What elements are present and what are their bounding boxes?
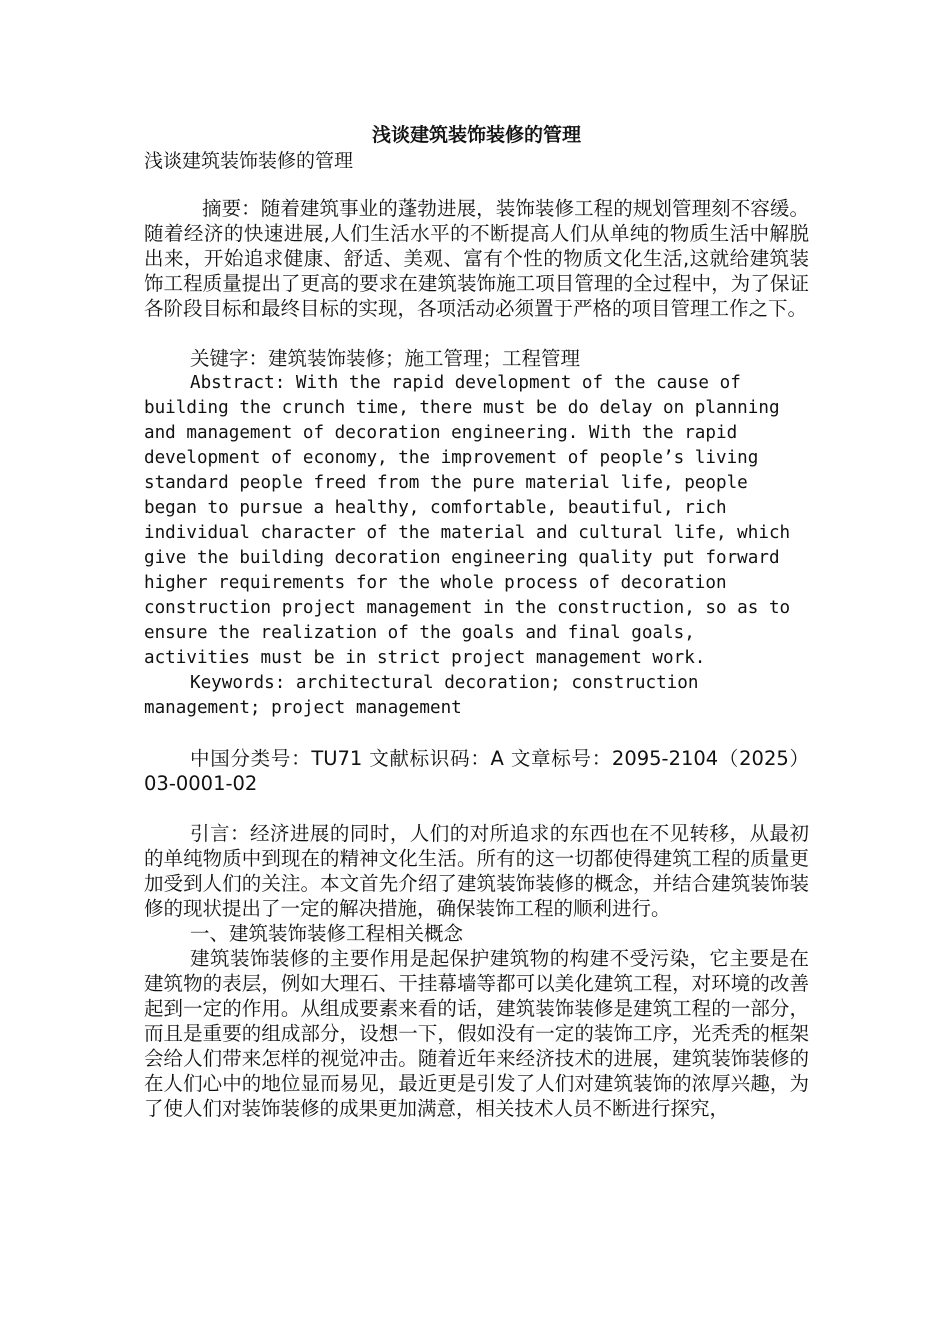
document-subtitle: 浅谈建筑装饰装修的管理 [144, 150, 354, 172]
spacer [144, 321, 809, 346]
introduction: 引言：经济进展的同时，人们的对所追求的东西也在不见转移，从最初的单纯物质中到现在的精神文化生活。所有的这一切都使得建筑工程的质量更加受到人们的关注。本文首先介绍了建筑装饰装修的概念，并结合建筑装饰装修的现状提出了一定的解决措施，确保装饰工程的顺利进行。 [144, 822, 809, 920]
abstract-en: Abstract: With the rapid development of the cause of building the crunch time, there must be do delay on planning and management of decoration engineering. With the rapid development of economy, the improvement of people’s living standard people freed from the pure material life, people began to pursue a healthy, comfortable, beautiful, rich individual character of the material and cultural life, which give the building decoration engineering quality put forward higher requirements for the whole process of decoration construction project management in the construction, so as to ensure the realization of the goals and final goals, activities must be in strict project management work. [144, 373, 791, 668]
section-1-body: 建筑装饰装修的主要作用是起保护建筑物的构建不受污染，它主要是在建筑物的表层，例如大理石、干挂幕墙等都可以美化建筑工程，对环境的改善起到一定的作用。从组成要素来看的话，建筑装饰装修是建筑工程的一部分，而且是重要的组成部分，设想一下，假如没有一定的装饰工序，光秃秃的框架会给人们带来怎样的视觉冲击。随着近年来经济技术的进展，建筑装饰装修的在人们心中的地位显而易见，最近更是引发了人们对建筑装饰的浓厚兴趣，为了使人们对装饰装修的成果更加满意，相关技术人员不断进行探究， [144, 947, 809, 1120]
spacer [144, 174, 809, 196]
classification-info: 中国分类号：TU71 文献标识码：A 文章标号：2095-2104（2025）03-0001-02 [144, 747, 809, 795]
abstract-cn: 摘要：随着建筑事业的蓬勃进展，装饰装修工程的规划管理刻不容缓。随着经济的快速进展,人们生活水平的不断提高人们从单纯的物质生活中解脱出来，开始追求健康、舒适、美观、富有个性的物质文化生活,这就给建筑装饰工程质量提出了更高的要求在建筑装饰施工项目管理的全过程中，为了保证各阶段目标和最终目标的实现，各项活动必须置于严格的项目管理工作之下。 [144, 197, 809, 320]
document-title: 浅谈建筑装饰装修的管理 [371, 124, 581, 146]
document-body [144, 122, 809, 1121]
spacer [144, 721, 809, 746]
section-1-heading: 一、建筑装饰装修工程相关概念 [190, 922, 464, 945]
keywords-en: Keywords: architectural decoration; construction management; project management [144, 673, 699, 718]
spacer [144, 796, 809, 821]
keywords-cn: 关键字：建筑装饰装修；施工管理；工程管理 [190, 347, 581, 370]
